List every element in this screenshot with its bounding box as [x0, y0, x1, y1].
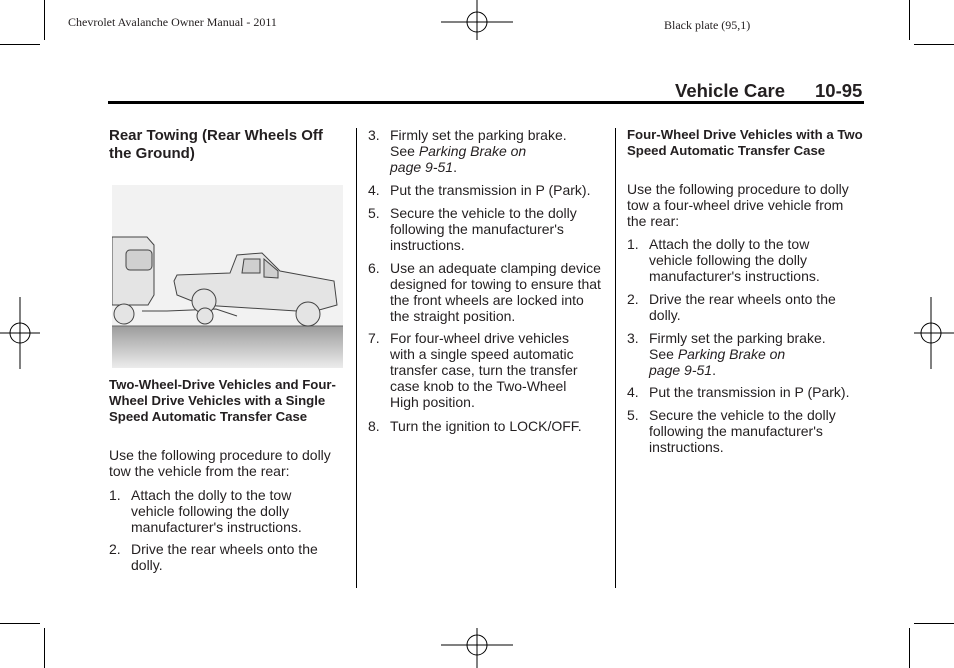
subheading: Two-Wheel-Drive Vehicles and Four-Wheel Drive Vehicles with a Single Speed Automatic Transfer Case	[109, 377, 336, 424]
step-number: 8.	[368, 418, 380, 434]
manual-title: Chevrolet Avalanche Owner Manual - 2011	[68, 15, 277, 29]
list-item	[368, 330, 586, 410]
list-item	[109, 541, 339, 573]
list-item	[627, 330, 863, 378]
list-item	[368, 182, 608, 198]
cross-reference-page[interactable]: page 9-51	[390, 159, 454, 175]
step-number: 1.	[627, 236, 639, 252]
step-text: Secure the vehicle to the dolly following the manufacturer's instructions.	[390, 205, 577, 253]
step-text: Attach the dolly to the tow vehicle following the dolly manufacturer's instructions.	[131, 487, 302, 535]
step-number: 3.	[368, 127, 380, 143]
step-number: 4.	[627, 384, 639, 400]
step-text: Use an adequate clamping device designed for towing to ensure that the front wheels are locked into the straight position.	[390, 260, 601, 324]
list-item	[627, 407, 855, 455]
step-text: Drive the rear wheels onto the dolly.	[649, 291, 836, 323]
step-text: Firmly set the parking brake.	[649, 330, 826, 346]
step-number: 2.	[627, 291, 639, 307]
list-item	[368, 418, 608, 434]
section-heading: Rear Towing (Rear Wheels Off the Ground)	[109, 127, 323, 162]
step-number: 3.	[627, 330, 639, 346]
cross-reference-link[interactable]: Parking Brake on	[418, 143, 527, 159]
step-number: 5.	[627, 407, 639, 423]
list-item	[627, 291, 859, 323]
column-divider	[615, 128, 616, 588]
step-text: Drive the rear wheels onto the dolly.	[131, 541, 318, 573]
period: .	[453, 159, 457, 175]
section-title: Vehicle Care	[675, 80, 786, 101]
header-rule	[108, 101, 864, 104]
step-number: 1.	[109, 487, 121, 503]
column-divider	[356, 128, 357, 588]
plate-label: Black plate (95,1)	[664, 18, 751, 32]
step-text: For four-wheel drive vehicles with a single speed automatic transfer case, turn the transfer case knob to the Two-Wheel High position.	[390, 330, 578, 410]
list-item	[368, 205, 596, 253]
list-item	[368, 127, 608, 175]
intro-paragraph: Use the following procedure to dolly tow a four-wheel drive vehicle from the rear:	[627, 181, 849, 229]
step-number: 2.	[109, 541, 121, 557]
step-text: Secure the vehicle to the dolly following the manufacturer's instructions.	[649, 407, 836, 455]
cross-reference-link[interactable]: Parking Brake on	[677, 346, 786, 362]
step-text: Turn the ignition to LOCK/OFF.	[390, 418, 582, 434]
page-number: 10-95	[815, 80, 863, 101]
list-item	[109, 487, 324, 535]
step-number: 4.	[368, 182, 380, 198]
see-text: See	[390, 143, 415, 159]
cross-reference-page[interactable]: page 9-51	[649, 362, 713, 378]
step-text: Put the transmission in P (Park).	[390, 182, 591, 198]
step-text: Put the transmission in P (Park).	[649, 384, 850, 400]
step-number: 6.	[368, 260, 380, 276]
list-item	[627, 236, 842, 284]
list-item	[627, 384, 863, 400]
see-text: See	[649, 346, 674, 362]
step-text: Attach the dolly to the tow vehicle following the dolly manufacturer's instructions.	[649, 236, 820, 284]
list-item	[368, 260, 604, 324]
subheading: Four-Wheel Drive Vehicles with a Two Speed Automatic Transfer Case	[627, 127, 863, 158]
period: .	[712, 362, 716, 378]
intro-paragraph: Use the following procedure to dolly tow the vehicle from the rear:	[109, 447, 331, 479]
step-text: Firmly set the parking brake.	[390, 127, 567, 143]
step-number: 5.	[368, 205, 380, 221]
step-number: 7.	[368, 330, 380, 346]
towing-illustration	[112, 185, 343, 368]
